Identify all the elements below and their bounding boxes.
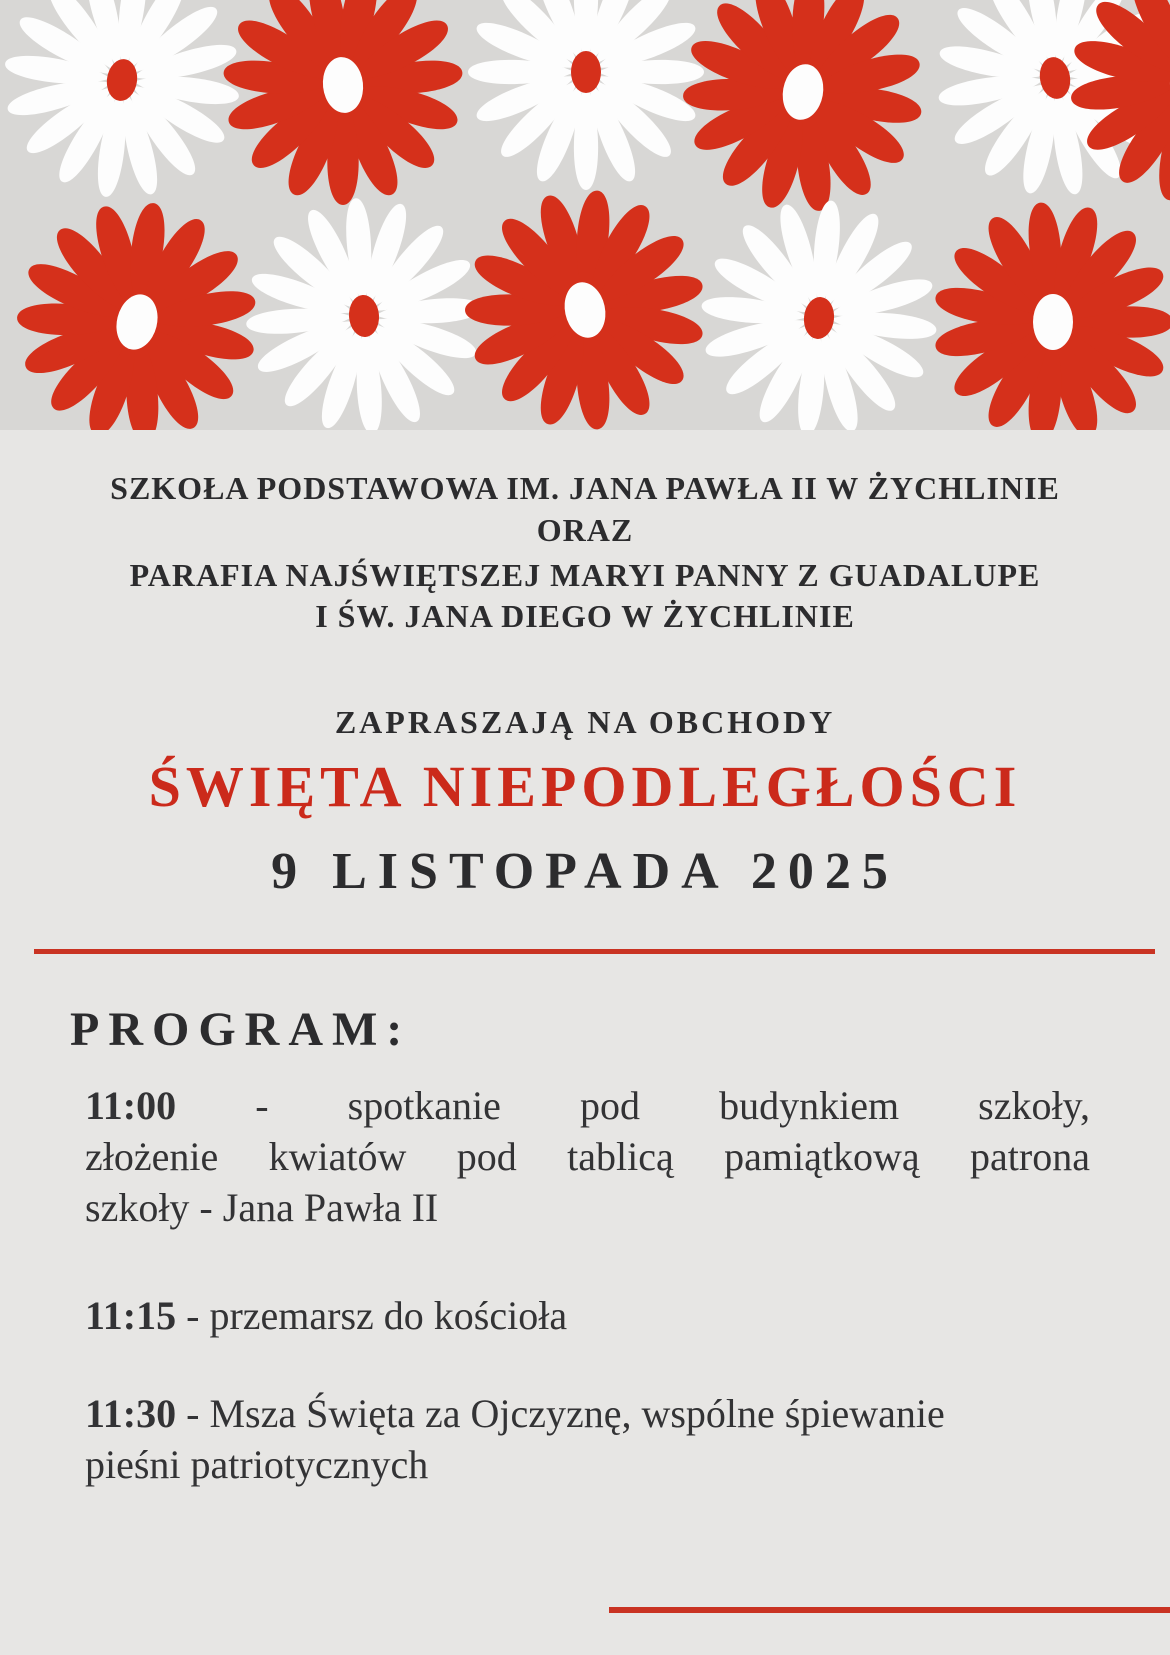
invitation-line: ZAPRASZAJĄ NA OBCHODY [334, 704, 836, 740]
red-divider-line [34, 949, 1155, 954]
program-line: pieśni patriotycznych [85, 1442, 429, 1487]
program-text: - przemarsz do kościoła [186, 1293, 568, 1338]
program-text: - spotkanie pod budynkiem szkoły, [255, 1083, 1091, 1128]
red-white-daisy-pattern [0, 0, 1170, 430]
program-line [85, 1080, 1090, 1131]
program-item-1130 [85, 1388, 1090, 1490]
program-line [85, 1388, 1090, 1439]
organizer-parish-line2: I ŚW. JANA DIEGO W ŻYCHLINIE [315, 598, 855, 634]
program-time: 11:15 [85, 1293, 177, 1338]
program-line: szkoły - Jana Pawła II [85, 1185, 439, 1230]
organizer-school-line: SZKOŁA PODSTAWOWA IM. JANA PAWŁA II W ŻYCHLINIE [110, 470, 1060, 506]
program-time: 11:30 [85, 1391, 177, 1436]
program-item-1100 [85, 1080, 1090, 1233]
floral-pattern-band [0, 0, 1170, 430]
program-text: - Msza Święta za Ojczyznę, wspólne śpiewanie [186, 1391, 945, 1436]
program-time: 11:00 [85, 1083, 177, 1128]
organizer-parish-line: PARAFIA NAJŚWIĘTSZEJ MARYI PANNY Z GUADALUPE [129, 557, 1041, 593]
program-line: złożenie kwiatów pod tablicą pamiątkową patrona [85, 1134, 1090, 1179]
organizer-oraz-line: ORAZ [536, 512, 634, 548]
event-date: 9 LISTOPADA 2025 [271, 843, 899, 900]
program-line [85, 1290, 1090, 1341]
program-item-1115 [85, 1290, 1090, 1341]
poster-title: ŚWIĘTA NIEPODLEGŁOŚCI [148, 754, 1022, 819]
program-heading: PROGRAM: [70, 1003, 412, 1056]
bottom-accent-line [609, 1607, 1170, 1613]
